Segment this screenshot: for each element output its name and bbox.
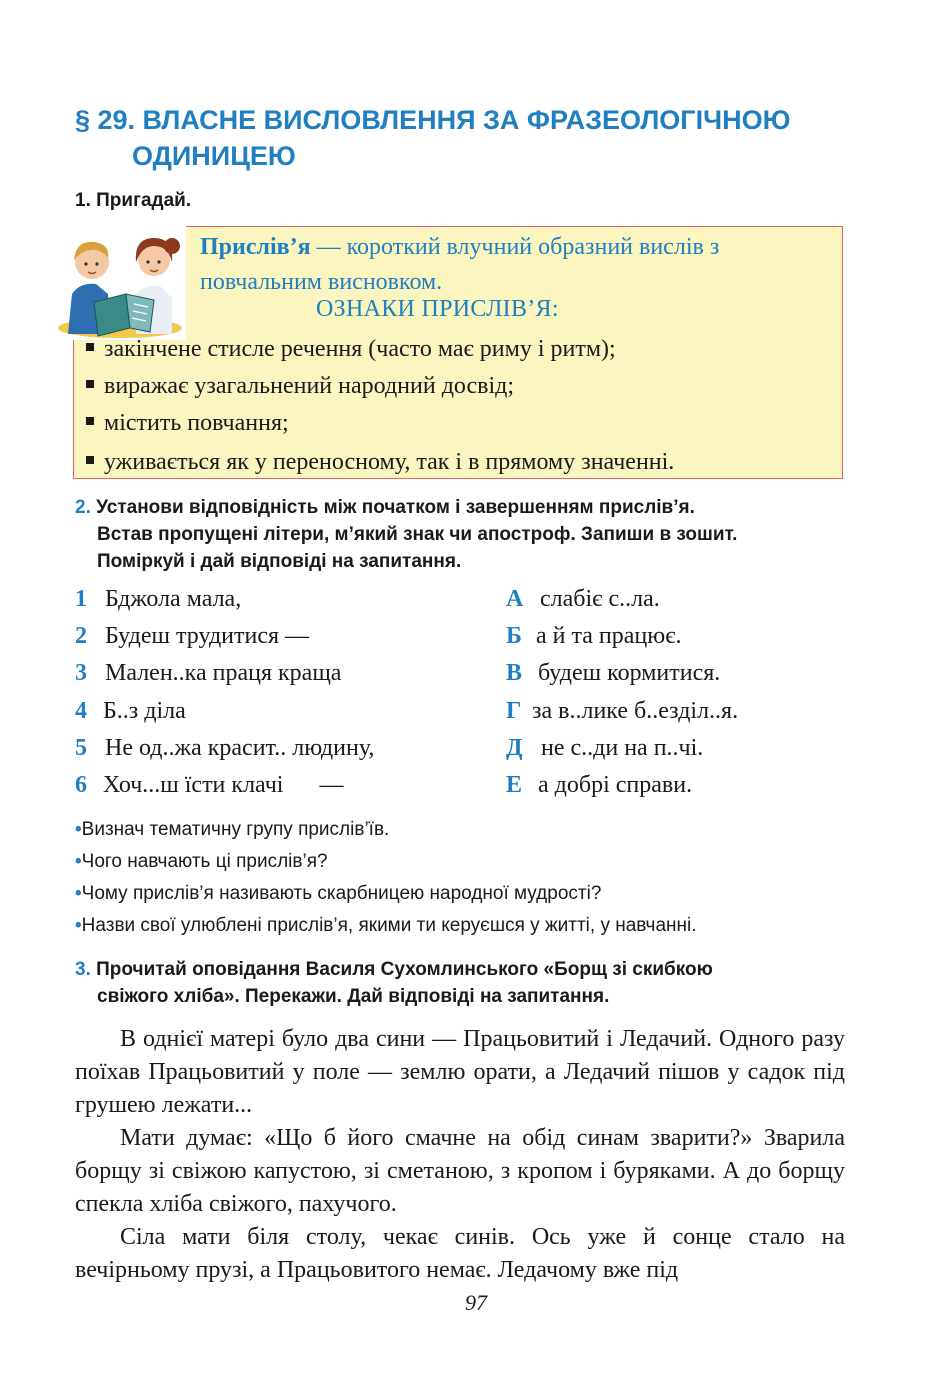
proverb-end-b: Б а й та працює. [506,623,682,649]
proverb-start-5: 5 Не од..жа красит.. людину, [75,735,375,761]
page-number: 97 [465,1290,487,1315]
sign-item-text: закінчене стисле речення (часто має риму і ритм); [104,336,616,362]
question-item: •Назви свої улюблені прислів’я, якими ти керуєшся у житті, у навчанні. [75,915,697,936]
bullet-dot-icon: • [75,819,82,840]
proverb-end-a: А слабіє с..ла. [506,586,660,612]
sign-item-text: виражає узагальнений народний досвід; [104,373,515,399]
task-2-line-1: Установи відповідність між початком і завершенням прислів’я. [96,497,695,518]
children-reading-illustration [50,224,186,340]
story-paragraph: Мати думає: «Що б його смачне на обід синам зварити?» Зварила борщу зі свіжою капустою, зі сметаною, з кропом і буряками. А до борщу спекла хліба свіжого, пахучого. [75,1125,845,1217]
task-2 [75,494,875,575]
task-3 [75,956,875,1010]
bullet-dot-icon: • [75,915,82,936]
proverb-end-d: Г за в..лике б..езділ..я. [506,698,739,724]
signs-title: ОЗНАКИ ПРИСЛІВ’Я: [316,296,559,322]
sign-item [86,334,616,364]
heading-line-1: § 29. ВЛАСНЕ ВИСЛОВЛЕННЯ ЗА ФРАЗЕОЛОГІЧНОЮ [75,105,791,135]
definition-term: Прислів’я [200,234,311,260]
question-item: •Визнач тематичну групу прислів’їв. [75,819,390,840]
proverb-start-1: 1 Бджола мала, [75,586,242,612]
definition-text: — короткий влучний образний вислів з повчальним висновком. [200,234,720,295]
section-heading [75,102,875,174]
bullet-square-icon [86,417,94,425]
proverb-definition [200,230,840,300]
task-3-line-1: Прочитай оповідання Василя Сухомлинського «Борщ зі скибкою [96,959,713,980]
task-3-line-2: свіжого хліба». Перекажи. Дай відповіді на запитання. [97,986,610,1007]
task-2-line-2: Встав пропущені літери, м’який знак чи апостроф. Запиши в зошит. [97,524,738,545]
question-item: •Чого навчають ці прислів’я? [75,851,328,872]
sign-item [86,447,674,477]
story-text [75,1023,845,1287]
proverb-start-6: 6 Хоч...ш їсти клачі — [75,772,344,798]
question-item: •Чому прислів’я називають скарбницею народної мудрості? [75,883,602,904]
bullet-square-icon [86,343,94,351]
sign-item [86,371,514,401]
proverb-end-c: В будеш кормитися. [506,660,721,686]
task-3-number: 3. [75,959,91,980]
task-1: 1. Пригадай. [75,190,192,211]
task-2-line-3: Поміркуй і дай відповіді на запитання. [97,551,462,572]
proverb-end-e: Д не с..ди на п..чі. [506,735,704,761]
proverb-end-f: Е а добрі справи. [506,772,693,798]
proverb-start-2: 2 Будеш трудитися — [75,623,310,649]
story-paragraph: В однієї матері було два сини — Працьовитий і Ледачий. Одного разу поїхав Працьовитий у поле — землю орати, а Ледачий пішов у садок під грушею лежати... [75,1026,845,1118]
bullet-square-icon [86,456,94,464]
bullet-square-icon [86,380,94,388]
proverb-start-4: 4 Б..з діла [75,698,186,724]
proverb-start-3: 3 Мален..ка праця краща [75,660,342,686]
sign-item [86,408,289,438]
heading-line-2: ОДИНИЦЕЮ [132,141,296,171]
story-paragraph: Сіла мати біля столу, чекає синів. Ось уже й сонце стало на вечірньому прузі, а Працьовитого немає. Ледачому вже під [75,1224,845,1283]
sign-item-text: містить повчання; [104,410,289,436]
task-2-number: 2. [75,497,91,518]
bullet-dot-icon: • [75,851,82,872]
sign-item-text: уживається як у переносному, так і в прямому значенні. [104,449,675,475]
bullet-dot-icon: • [75,883,82,904]
